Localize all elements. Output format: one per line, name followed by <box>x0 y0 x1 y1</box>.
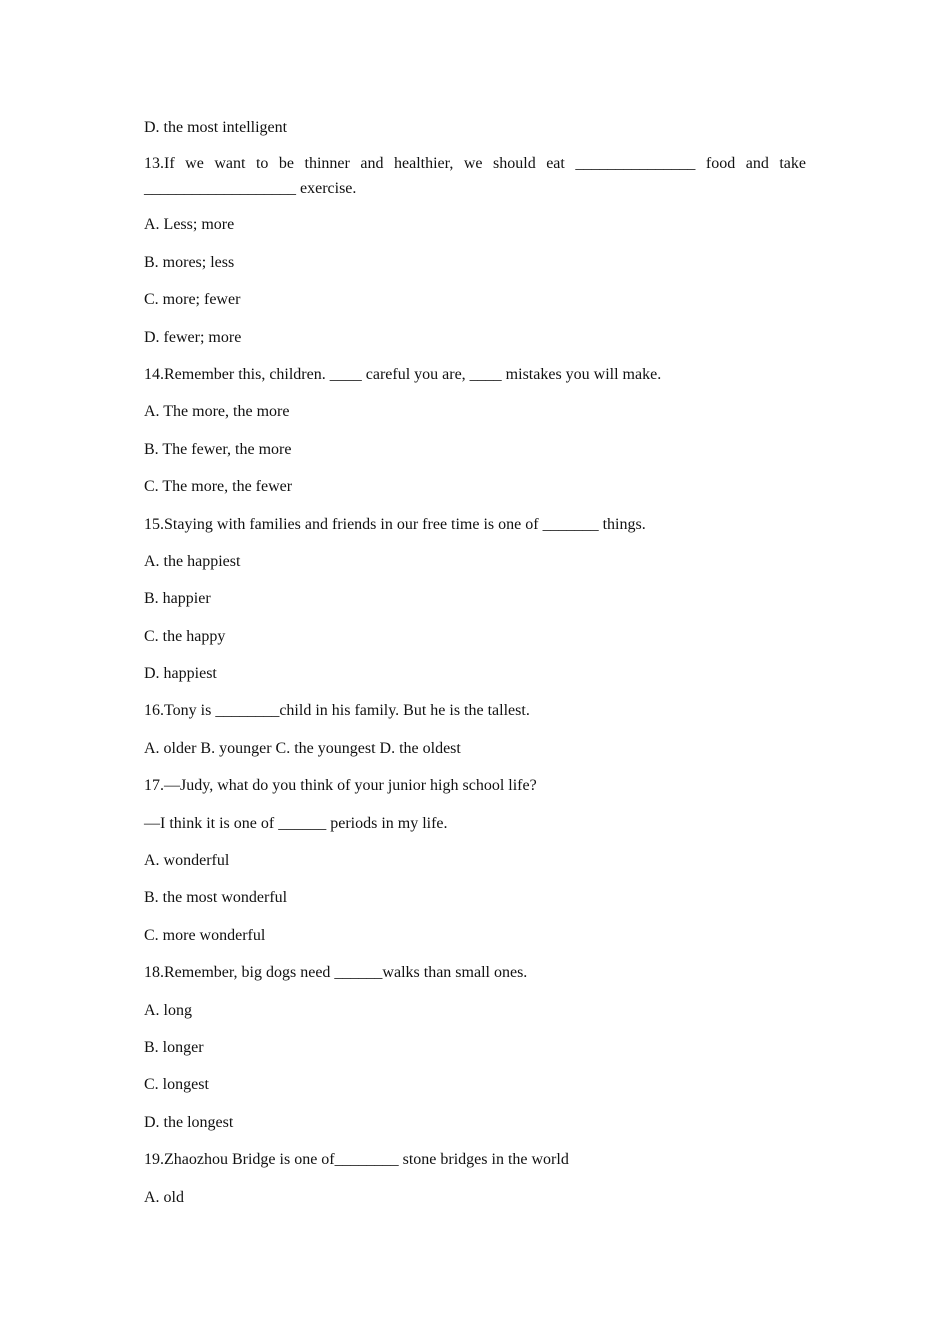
question-15-stem: 15.Staying with families and friends in our free time is one of _______ things. <box>144 515 646 533</box>
question-13-stem <box>144 151 806 201</box>
question-13-option-a: A. Less; more <box>144 216 235 234</box>
question-17-option-b: B. the most wonderful <box>144 889 288 907</box>
question-15-option-c: C. the happy <box>144 627 226 645</box>
question-16-options: A. older B. younger C. the youngest D. the oldest <box>144 739 461 757</box>
question-18-option-a: A. long <box>144 1001 192 1019</box>
question-18-option-d: D. the longest <box>144 1113 234 1131</box>
question-17-stem: 17.—Judy, what do you think of your junior high school life? <box>144 777 537 795</box>
question-15-option-a: A. the happiest <box>144 552 241 570</box>
question-13-stem-line1: 13.If we want to be thinner and healthier, we should eat _______________ food and take <box>144 155 806 173</box>
question-14-option-b: B. The fewer, the more <box>144 440 292 458</box>
question-13-option-d: D. fewer; more <box>144 328 242 346</box>
question-19-option-a: A. old <box>144 1188 184 1206</box>
question-13-option-c: C. more; fewer <box>144 291 241 309</box>
question-14-option-c: C. The more, the fewer <box>144 478 293 496</box>
question-14-stem: 14.Remember this, children. ____ careful you are, ____ mistakes you will make. <box>144 365 662 383</box>
question-15-option-d: D. happiest <box>144 665 217 683</box>
question-13-stem-line2: ___________________ exercise. <box>144 180 357 198</box>
question-17-option-a: A. wonderful <box>144 852 230 870</box>
question-17-stem-reply: —I think it is one of ______ periods in my life. <box>144 814 448 832</box>
question-18-option-c: C. longest <box>144 1076 209 1094</box>
question-18-stem: 18.Remember, big dogs need ______walks than small ones. <box>144 964 528 982</box>
question-16-stem: 16.Tony is ________child in his family. But he is the tallest. <box>144 702 530 720</box>
worksheet-page <box>144 114 806 1221</box>
q12-option-d: D. the most intelligent <box>144 119 288 136</box>
question-14-option-a: A. The more, the more <box>144 403 290 421</box>
question-17-option-c: C. more wonderful <box>144 926 266 944</box>
question-15-option-b: B. happier <box>144 590 211 608</box>
question-19-stem: 19.Zhaozhou Bridge is one of________ stone bridges in the world <box>144 1151 569 1169</box>
question-13-option-b: B. mores; less <box>144 253 235 271</box>
question-18-option-b: B. longer <box>144 1038 204 1056</box>
